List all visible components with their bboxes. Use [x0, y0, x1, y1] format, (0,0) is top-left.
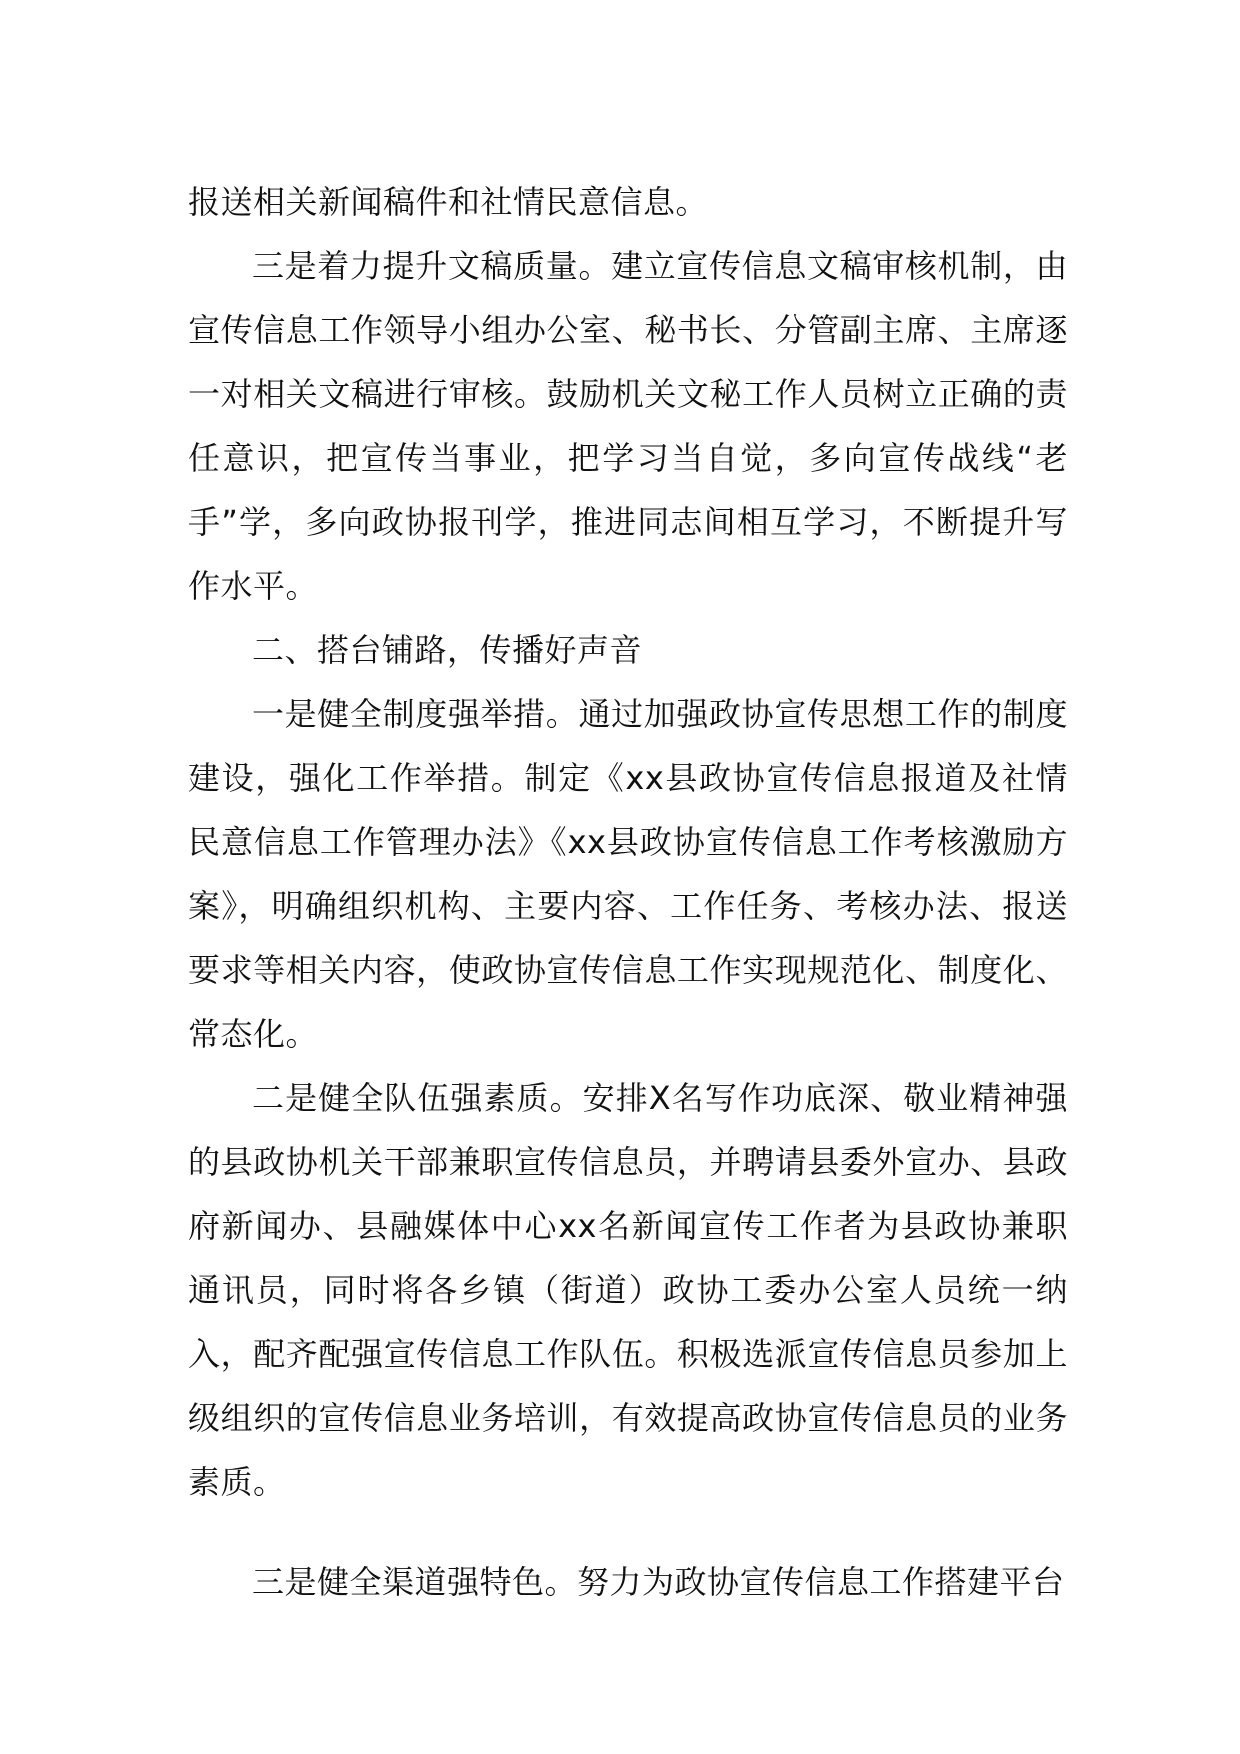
paragraph-improve-quality: 三是着力提升文稿质量。建立宣传信息文稿审核机制，由宣传信息工作领导小组办公室、秘书长、分管副主席、主席逐一对相关文稿进行审核。鼓励机关文秘工作人员树立正确的责任意识，把宣传当事业，把学习当自觉，多向宣传战线“老手”学，多向政协报刊学，推进同志间相互学习，不断提升写作水平。 — [188, 247, 1068, 605]
document-body — [188, 170, 1068, 1614]
paragraph-team-quality: 二是健全队伍强素质。安排X名写作功底深、敬业精神强的县政协机关干部兼职宣传信息员，并聘请县委外宣办、县政府新闻办、县融媒体中心xx名新闻宣传工作者为县政协兼职通讯员，同时将各乡镇（街道）政协工委办公室人员统一纳入，配齐配强宣传信息工作队伍。积极选派宣传信息员参加上级组织的宣传信息业务培训，有效提高政协宣传信息员的业务素质。 — [188, 1079, 1068, 1501]
paragraph-channels: 三是健全渠道强特色。努力为政协宣传信息工作搭建平台 — [252, 1563, 1065, 1601]
paragraph-continuation: 报送相关新闻稿件和社情民意信息。 — [188, 183, 709, 221]
paragraph-system-measures: 一是健全制度强举措。通过加强政协宣传思想工作的制度建设，强化工作举措。制定《xx县政协宣传信息报道及社情民意信息工作管理办法》《xx县政协宣传信息工作考核激励方案》，明确组织机构、主要内容、工作任务、考核办法、报送要求等相关内容，使政协宣传信息工作实现规范化、制度化、常态化。 — [188, 695, 1068, 1053]
section-heading: 二、搭台铺路，传播好声音 — [252, 631, 643, 669]
